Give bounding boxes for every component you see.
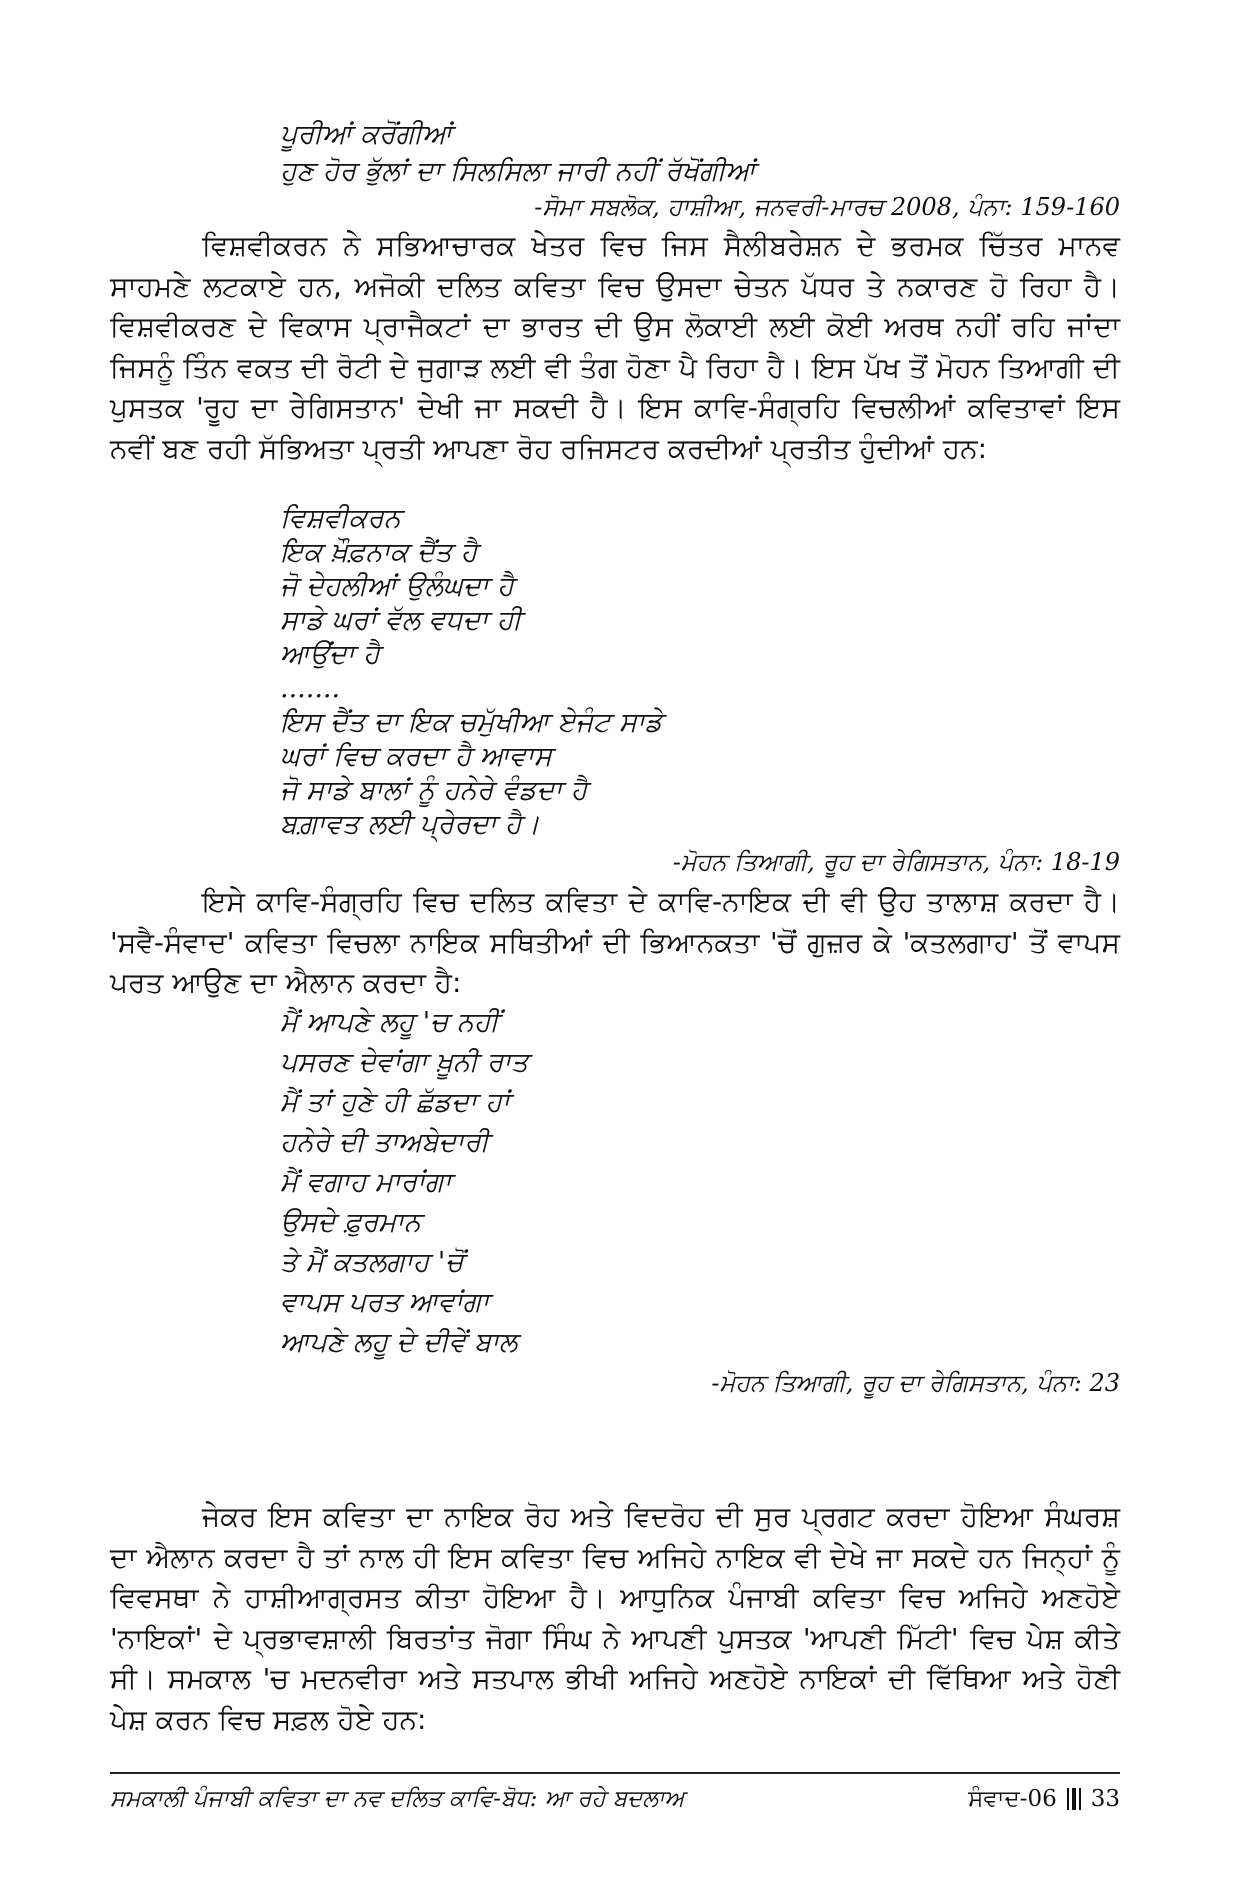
verse-line: ....... [280, 673, 341, 704]
verse-line: ਤੇ ਮੈਂ ਕਤਲਗਾਹ 'ਚੋਂ [280, 1247, 464, 1278]
verse-line: ਹੁਣ ਹੋਰ ਭੁੱਲਾਂ ਦਾ ਸਿਲਸਿਲਾ ਜਾਰੀ ਨਹੀਂ ਰੱਖੋਂਗੀਆਂ [280, 156, 756, 187]
verse-line: ਵਾਪਸ ਪਰਤ ਆਵਾਂਗਾ [280, 1287, 490, 1318]
verse-line: ਵਿਸ਼ਵੀਕਰਨ [280, 503, 401, 534]
verse-line: ਇਕ ਖ਼ੌਫ਼ਨਾਕ ਦੈਂਤ ਹੈ [280, 537, 478, 568]
verse-line: ਪੂਰੀਆਂ ਕਰੋਂਗੀਆਂ [280, 119, 452, 150]
verse-line: ਇਸ ਦੈਂਤ ਦਾ ਇਕ ਚਮੁੱਖੀਆ ਏਜੰਟ ਸਾਡੇ [280, 707, 663, 738]
verse-line: ਘਰਾਂ ਵਿਚ ਕਰਦਾ ਹੈ ਆਵਾਸ [280, 741, 552, 772]
footer-divider [110, 1772, 1120, 1774]
footer-journal-info [968, 1782, 1120, 1816]
verse-line: ਆਉਂਦਾ ਹੈ [280, 639, 380, 670]
verse-line: ਬਗ਼ਾਵਤ ਲਈ ਪ੍ਰੇਰਦਾ ਹੈ। [280, 809, 540, 840]
citation: -ਮੋਹਨ ਤਿਆਗੀ, ਰੂਹ ਦਾ ਰੇਗਿਸਤਾਨ, ਪੰਨਾ: 23 [711, 1369, 1120, 1397]
body-paragraph-3: ਜੇਕਰ ਇਸ ਕਵਿਤਾ ਦਾ ਨਾਇਕ ਰੋਹ ਅਤੇ ਵਿਦਰੋਹ ਦੀ ਸੁਰ ਪ੍ਰਗਟ ਕਰਦਾ ਹੋਇਆ ਸੰਘਰਸ਼ ਦਾ ਐਲਾਨ ਕਰਦਾ ਹੈ ਤਾਂ ਨਾਲ ਹੀ ਇਸ ਕਵਿਤਾ ਵਿਚ ਅਜਿਹੇ ਨਾਇਕ ਵੀ ਦੇਖੇ ਜਾ ਸਕਦੇ ਹਨ ਜਿਨ੍ਹਾਂ ਨੂੰ ਵਿਵਸਥਾ ਨੇ ਹਾਸ਼ੀਆਗ੍ਰਸਤ ਕੀਤਾ ਹੋਇਆ ਹੈ। ਆਧੁਨਿਕ ਪੰਜਾਬੀ ਕਵਿਤਾ ਵਿਚ ਅਜਿਹੇ ਅਣਹੋਏ 'ਨਾਇਕਾਂ' ਦੇ ਪ੍ਰਭਾਵਸ਼ਾਲੀ ਬਿਰਤਾਂਤ ਜੋਗਾ ਸਿੰਘ ਨੇ ਆਪਣੀ ਪੁਸਤਕ 'ਆਪਣੀ ਮਿੱਟੀ' ਵਿਚ ਪੇਸ਼ ਕੀਤੇ ਸੀ। ਸਮਕਾਲ 'ਚ ਮਦਨਵੀਰਾ ਅਤੇ ਸਤਪਾਲ ਭੀਖੀ ਅਜਿਹੇ ਅਣਹੋਏ ਨਾਇਕਾਂ ਦੀ ਵਿੱਥਿਆ ਅਤੇ ਹੋਣੀ ਪੇਸ਼ ਕਰਨ ਵਿਚ ਸਫ਼ਲ ਹੋਏ ਹਨ: [110, 1500, 1120, 1736]
verse-line: ਹਨੇਰੇ ਦੀ ਤਾਅਬੇਦਾਰੀ [280, 1127, 489, 1158]
page-number: 33 [1090, 1786, 1120, 1812]
triple-bar-icon [1067, 1787, 1081, 1811]
body-paragraph-2: ਇਸੇ ਕਾਵਿ-ਸੰਗ੍ਰਹਿ ਵਿਚ ਦਲਿਤ ਕਵਿਤਾ ਦੇ ਕਾਵਿ-ਨਾਇਕ ਦੀ ਵੀ ਉਹ ਤਾਲਾਸ਼ ਕਰਦਾ ਹੈ। 'ਸਵੈ-ਸੰਵਾਦ' ਕਵਿਤਾ ਵਿਚਲਾ ਨਾਇਕ ਸਥਿਤੀਆਂ ਦੀ ਭਿਆਨਕਤਾ 'ਚੋਂ ਗੁਜ਼ਰ ਕੇ 'ਕਤਲਗਾਹ' ਤੋਂ ਵਾਪਸ ਪਰਤ ਆਉਣ ਦਾ ਐਲਾਨ ਕਰਦਾ ਹੈ: [110, 885, 1120, 999]
verse-line: ਆਪਣੇ ਲਹੂ ਦੇ ਦੀਵੇਂ ਬਾਲ [280, 1327, 518, 1358]
verse-line: ਮੈਂ ਆਪਣੇ ਲਹੂ 'ਚ ਨਹੀਂ [280, 1007, 499, 1038]
citation: -ਮੋਹਨ ਤਿਆਗੀ, ਰੂਹ ਦਾ ਰੇਗਿਸਤਾਨ, ਪੰਨਾ: 18-19 [672, 848, 1120, 876]
journal-name: ਸੰਵਾਦ-06 [968, 1786, 1057, 1812]
verse-line: ਮੈਂ ਵਗਾਹ ਮਾਰਾਂਗਾ [280, 1167, 452, 1198]
running-footer-title: ਸਮਕਾਲੀ ਪੰਜਾਬੀ ਕਵਿਤਾ ਦਾ ਨਵ ਦਲਿਤ ਕਾਵਿ-ਬੋਧ: ਆ ਰਹੇ ਬਦਲਾਅ [110, 1786, 685, 1812]
verse-line: ਉਸਦੇ ਫ਼ੁਰਮਾਨ [280, 1207, 421, 1238]
verse-line: ਮੈਂ ਤਾਂ ਹੁਣੇ ਹੀ ਛੱਡਦਾ ਹਾਂ [280, 1087, 510, 1118]
verse-line: ਸਾਡੇ ਘਰਾਂ ਵੱਲ ਵਧਦਾ ਹੀ [280, 605, 522, 636]
citation: -ਸੋਮਾ ਸਬਲੋਕ, ਹਾਸ਼ੀਆ, ਜਨਵਰੀ-ਮਾਰਚ 2008, ਪੰਨਾ: 159-160 [534, 193, 1120, 221]
verse-line: ਜੋ ਸਾਡੇ ਬਾਲਾਂ ਨੂੰ ਹਨੇਰੇ ਵੰਡਦਾ ਹੈ [280, 775, 588, 806]
verse-line: ਜੋ ਦੇਹਲੀਆਂ ਉਲੰਘਦਾ ਹੈ [280, 571, 514, 602]
verse-line: ਪਸਰਣ ਦੇਵਾਂਗਾ ਖ਼ੂਨੀ ਰਾਤ [280, 1047, 529, 1078]
body-paragraph-1: ਵਿਸ਼ਵੀਕਰਨ ਨੇ ਸਭਿਆਚਾਰਕ ਖੇਤਰ ਵਿਚ ਜਿਸ ਸੈਲੀਬਰੇਸ਼ਨ ਦੇ ਭਰਮਕ ਚਿੱਤਰ ਮਾਨਵ ਸਾਹਮਣੇ ਲਟਕਾਏ ਹਨ, ਅਜੋਕੀ ਦਲਿਤ ਕਵਿਤਾ ਵਿਚ ਉਸਦਾ ਚੇਤਨ ਪੱਧਰ ਤੇ ਨਕਾਰਣ ਹੋ ਰਿਹਾ ਹੈ। ਵਿਸ਼ਵੀਕਰਣ ਦੇ ਵਿਕਾਸ ਪ੍ਰਾਜੈਕਟਾਂ ਦਾ ਭਾਰਤ ਦੀ ਉਸ ਲੋਕਾਈ ਲਈ ਕੋਈ ਅਰਥ ਨਹੀਂ ਰਹਿ ਜਾਂਦਾ ਜਿਸਨੂੰ ਤਿੰਨ ਵਕਤ ਦੀ ਰੋਟੀ ਦੇ ਜੁਗਾੜ ਲਈ ਵੀ ਤੰਗ ਹੋਣਾ ਪੈ ਰਿਹਾ ਹੈ। ਇਸ ਪੱਖ ਤੋਂ ਮੋਹਨ ਤਿਆਗੀ ਦੀ ਪੁਸਤਕ 'ਰੂਹ ਦਾ ਰੇਗਿਸਤਾਨ' ਦੇਖੀ ਜਾ ਸਕਦੀ ਹੈ। ਇਸ ਕਾਵਿ-ਸੰਗ੍ਰਹਿ ਵਿਚਲੀਆਂ ਕਵਿਤਾਵਾਂ ਇਸ ਨਵੀਂ ਬਣ ਰਹੀ ਸੱਭਿਅਤਾ ਪ੍ਰਤੀ ਆਪਣਾ ਰੋਹ ਰਜਿਸਟਰ ਕਰਦੀਆਂ ਪ੍ਰਤੀਤ ਹੁੰਦੀਆਂ ਹਨ: [110, 229, 1120, 465]
